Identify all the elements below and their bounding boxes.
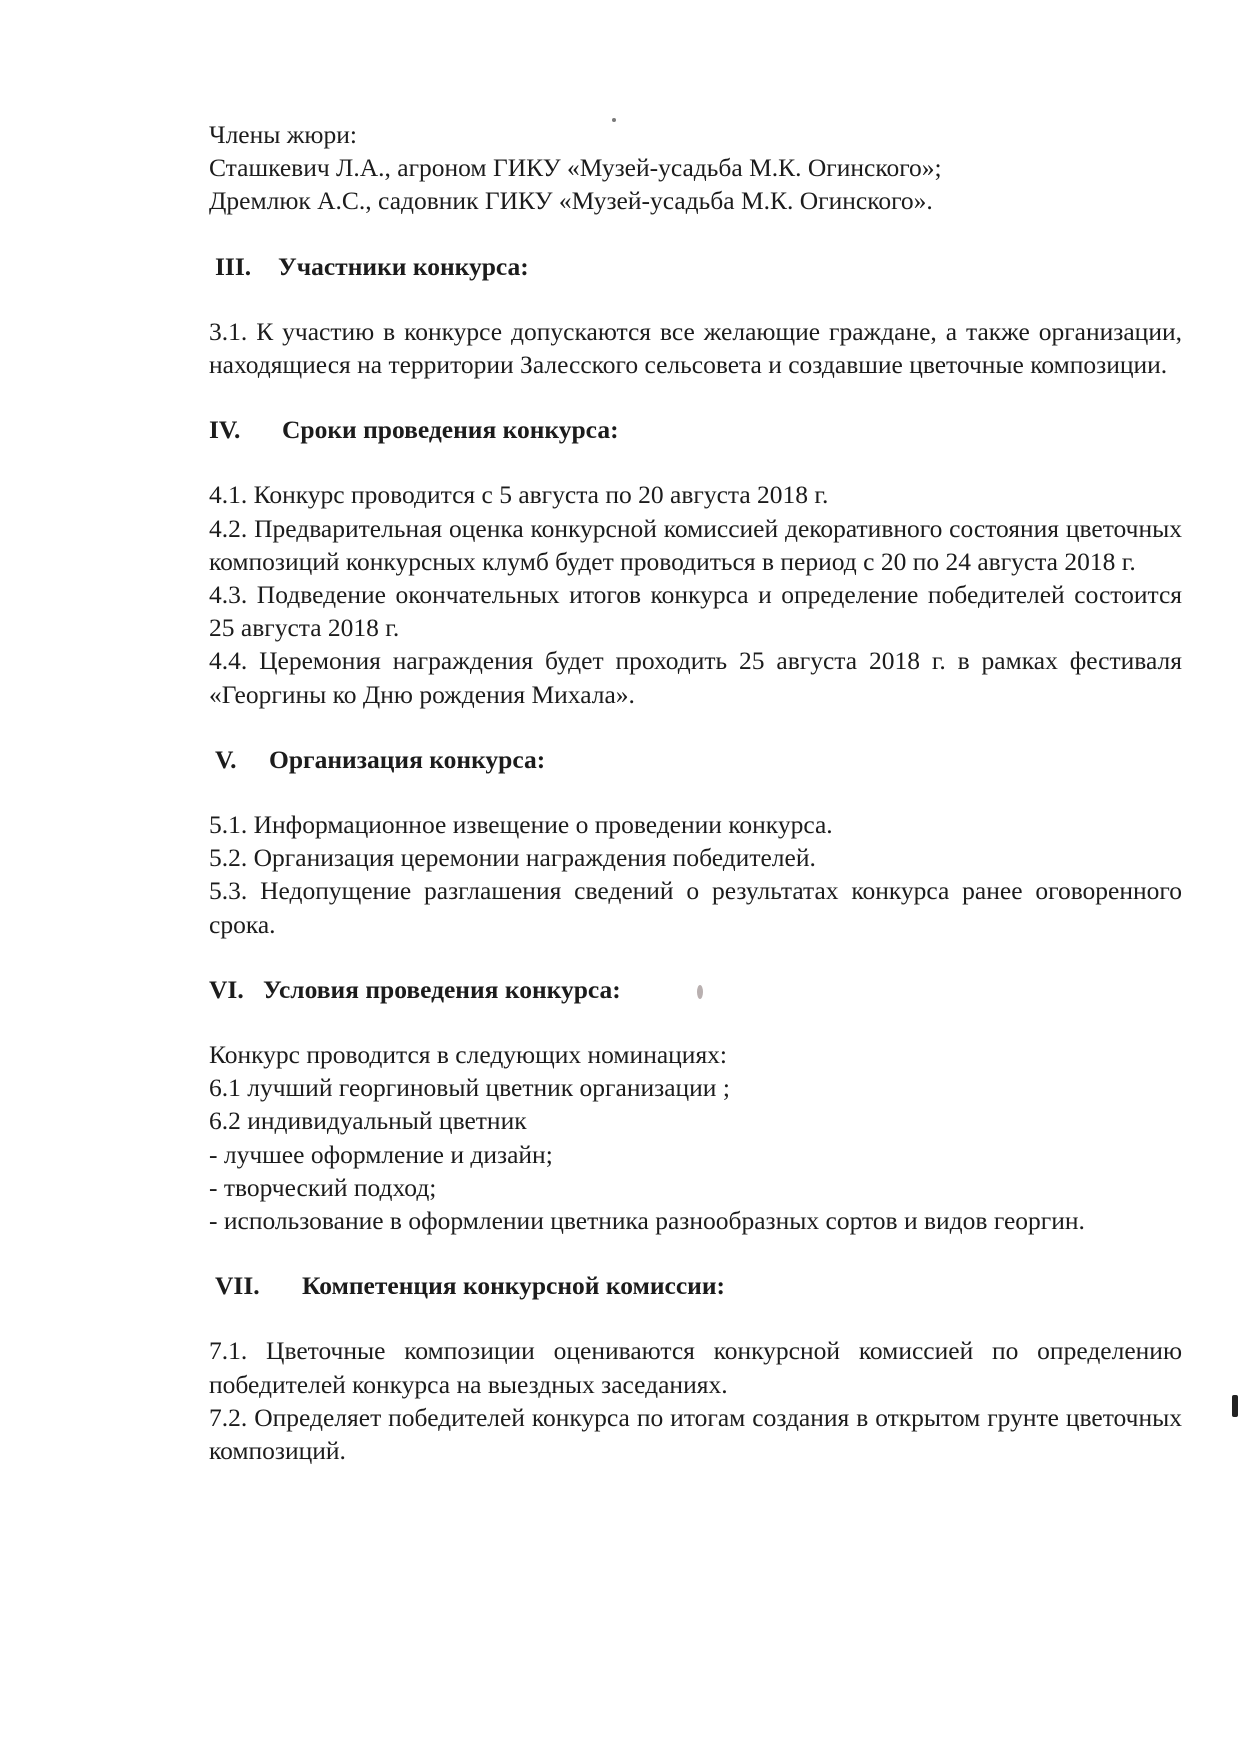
section-title: Сроки проведения конкурса: — [282, 415, 619, 445]
section-number: V. — [215, 744, 237, 774]
section-title: Условия проведения конкурса: — [263, 974, 621, 1004]
section-conditions — [209, 973, 1182, 1237]
jury-block — [209, 118, 1182, 218]
list-item: - творческий подход; — [209, 1172, 437, 1202]
paragraph: 7.1. Цветочные композиции оцениваются конкурсной комиссией по определению победителей конкурса на выездных заседаниях. — [209, 1336, 1182, 1399]
paragraph: 5.2. Организация церемонии награждения победителей. — [209, 843, 816, 873]
jury-label: Члены жюри: — [209, 120, 357, 149]
section-number: IV. — [209, 415, 241, 445]
list-item: - лучшее оформление и дизайн; — [209, 1139, 553, 1169]
jury-member: Дремлюк А.С., садовник ГИКУ «Музей-усадьба М.К. Огинского». — [209, 186, 933, 216]
paragraph: 5.1. Информационное извещение о проведении конкурса. — [209, 810, 833, 840]
section-commission — [209, 1269, 1182, 1467]
section-heading — [209, 413, 1182, 446]
section-heading — [209, 743, 1182, 776]
list-item: - использование в оформлении цветника разнообразных сортов и видов георгин. — [209, 1206, 1085, 1236]
section-heading — [209, 1269, 1182, 1302]
scan-edge-mark — [1232, 1395, 1238, 1417]
paragraph: 5.3. Недопущение разглашения сведений о результатах конкурса ранее оговоренного срока. — [209, 876, 1182, 939]
paragraph: 4.4. Церемония награждения будет проходить 25 августа 2018 г. в рамках фестиваля «Георгины ко Дню рождения Михала». — [209, 646, 1182, 709]
paragraph: 4.3. Подведение окончательных итогов конкурса и определение победителей состоится 25 августа 2018 г. — [209, 580, 1182, 643]
paragraph: Конкурс проводится в следующих номинациях: — [209, 1040, 728, 1070]
scan-speck — [697, 985, 703, 999]
section-dates — [209, 413, 1182, 711]
section-organization — [209, 743, 1182, 941]
section-heading — [209, 973, 1182, 1006]
section-title: Участники конкурса: — [278, 251, 529, 281]
paragraph: 7.2. Определяет победителей конкурса по итогам создания в открытом грунте цветочных композиций. — [209, 1402, 1182, 1466]
jury-member: Сташкевич Л.А., агроном ГИКУ «Музей-усадьба М.К. Огинского»; — [209, 153, 942, 183]
section-number: VI. — [209, 974, 244, 1004]
section-number: III. — [215, 251, 252, 281]
section-title: Компетенция конкурсной комиссии: — [302, 1271, 726, 1301]
section-title: Организация конкурса: — [269, 744, 546, 774]
section-heading — [209, 250, 1182, 283]
list-item: 6.1 лучший георгиновый цветник организации ; — [209, 1073, 730, 1103]
section-participants — [209, 250, 1182, 382]
paragraph: 4.1. Конкурс проводится с 5 августа по 20 августа 2018 г. — [209, 480, 829, 510]
section-number: VII. — [215, 1271, 260, 1301]
scan-speck — [612, 118, 616, 122]
paragraph: 3.1. К участию в конкурсе допускаются все желающие граждане, а также организации, находящиеся на территории Залесского сельсовета и создавшие цветочные композиции. — [209, 316, 1182, 380]
paragraph: 4.2. Предварительная оценка конкурсной комиссией декоративного состояния цветочных композиций конкурсных клумб будет проводиться в период с 20 по 24 августа 2018 г. — [209, 513, 1182, 576]
list-item: 6.2 индивидуальный цветник — [209, 1106, 527, 1136]
document-page — [209, 118, 1182, 1467]
